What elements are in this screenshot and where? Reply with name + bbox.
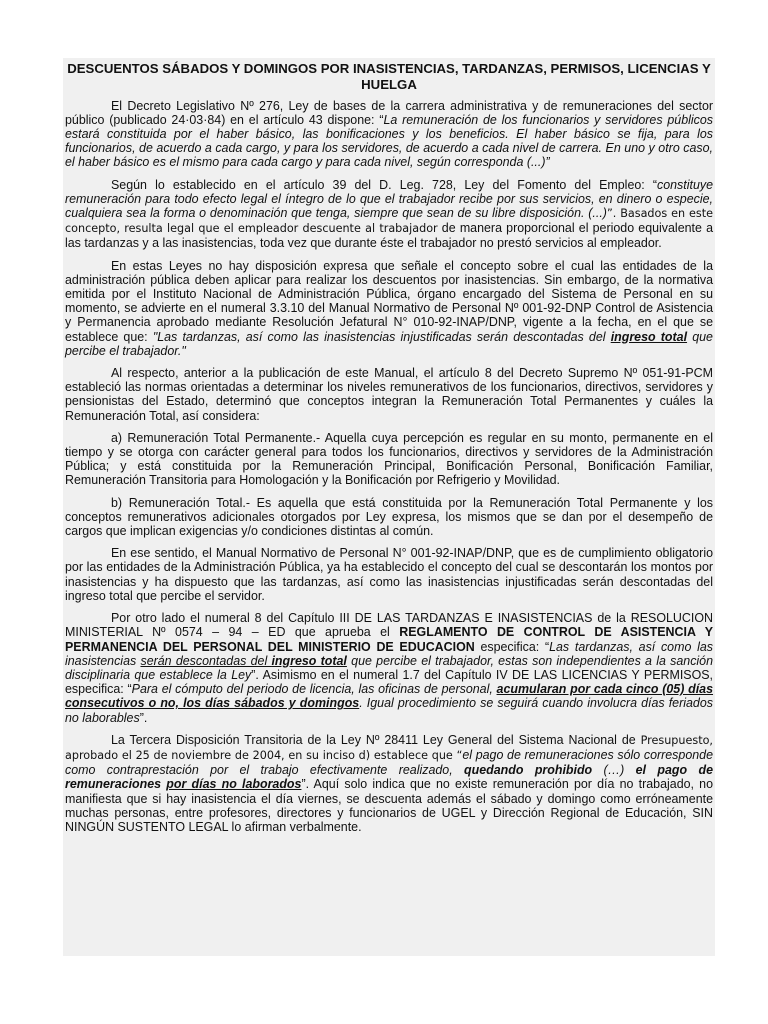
paragraph-ley-28411 — [65, 730, 713, 834]
p9-quedando-prohibido: quedando prohibido — [464, 763, 593, 778]
p3-ingreso-total: ingreso total — [610, 329, 688, 344]
p3-quote-end: que percibe el trabajador." — [65, 329, 713, 358]
p8-quote-underlined: serán descontadas del — [140, 653, 272, 668]
document-page — [63, 58, 715, 956]
p8-quote: Las tardanzas, así como las inasistencias — [65, 639, 713, 668]
paragraph-decreto-276 — [65, 96, 713, 170]
p9-quote: el pago de remuneraciones sólo corresponde como contraprestación por el trabajo efectivamente realizado, — [65, 747, 713, 778]
p8-quote-3: Para el cómputo del periodo de licencia, las oficinas de personal, — [131, 682, 497, 697]
p8-reglamento: REGLAMENTO DE CONTROL DE ASISTENCIA Y PERMANENCIA DEL PERSONAL DEL MINISTERIO DE EDUCACION — [65, 625, 713, 654]
paragraph-remuneracion-permanente: a) Remuneración Total Permanente.- Aquella cuya percepción es regular en su monto, permanente en el tiempo y se otorga con carácter general para todos los funcionarios, directivos y servidores de la Administración Pública; y está constituida por la Remuneración Principal, Bonificación Personal, Bonificación Familiar, Remuneración Transitoria para Homologación y la Bonificación por Refrigerio y Movilidad. — [65, 430, 713, 488]
p9-text-mono: Presupuesto, aprobado el 25 de noviembre de 2004, en su inciso d) establece que “ — [65, 733, 713, 762]
p8-quote-2: que percibe el trabajador, estas son independientes a la sanción disciplinaria que establece la Ley — [65, 653, 714, 682]
p9-text: La Tercera Disposición Transitoria de la Ley Nº 28411 Ley General del Sistema Nacional de — [111, 732, 641, 747]
p3-text: En estas Leyes no hay disposición expresa que señale el concepto sobre el cual las entidades de la administración pública deben aplicar para realizar los descuentos por inasistencias. Sin embargo, de la normativa emitida por el Instituto Nacional de Administración Pública, órgano encargado del Sistema de Personal en su momento, se advierte en el numeral 3.3.10 del Manual Normativo de Personal Nº 001-92-DNP Control de Asistencia y Permanencia aprobado mediante Resolución Jefatural N° 010-92-INAP/DNP, vigente a la fecha, en el que se establece que: — [65, 258, 713, 344]
p8-text-end: ”. — [139, 710, 148, 725]
p8-ingreso-total: ingreso total — [271, 653, 347, 668]
p8-text-2: especifica: “ — [474, 639, 550, 654]
document-title: DESCUENTOS SÁBADOS Y DOMINGOS POR INASISTENCIAS, TARDANZAS, PERMISOS, LICENCIAS Y HUELGA — [67, 61, 711, 92]
p2-text: Según lo establecido en el artículo 39 del D. Leg. 728, Ley del Fomento del Empleo: “ — [111, 177, 657, 192]
p2-quote: constituye remuneración para todo efecto legal el íntegro de lo que el trabajador recibe por sus servicios, en dinero o especie, cualquiera sea la forma o denominación que tenga, siempre que sean de su libre disposición. (...) — [65, 177, 713, 221]
p9-pago: el pago de remuneraciones — [65, 763, 713, 792]
p1-text: El Decreto Legislativo Nº 276, Ley de bases de la carrera administrativa y de remuneraciones del sector público (publicado 24·03·84) en el artículo 43 dispone: “ — [65, 98, 713, 127]
p9-dias-no-laborados: por días no laborados — [166, 777, 302, 792]
p8-acumularan: acumularan por cada cinco (05) días consecutivos o no, los días sábados y domingos — [65, 682, 714, 711]
paragraph-ds-051: Al respecto, anterior a la publicación de este Manual, el artículo 8 del Decreto Supremo Nº 051-91-PCM estableció las normas orientadas a determinar los niveles remunerativos de los funcionarios, directivos, servidores y pensionistas del Estado, determinó que conceptos integran la Remuneración Total Permanentes y cuáles la Remuneración Total, así considera: — [65, 366, 713, 423]
p8-quote-4: . Igual procedimiento se seguirá cuando involucra días feriados no laborables — [65, 696, 713, 725]
p1-quote: La remuneración de los funcionarios y servidores públicos estará constituida por el haber básico, las bonificaciones y los beneficios. El haber básico se fija, para los funcionarios, de acuerdo a cada cargo, y para los servidores, de acuerdo a cada nivel de carrera. En uno y otro caso, el haber básico es el mismo para cada cargo y para cada nivel, según corresponda (...)” — [65, 112, 713, 170]
p2-text-mono: ”. Basados en este concepto, resulta legal que el empleador descuente al trabajador — [65, 207, 713, 236]
paragraph-en-ese-sentido: En ese sentido, el Manual Normativo de Personal N° 001-92-INAP/DNP, que es de cumplimiento obligatorio por las entidades de la Administración Pública, ya ha establecido el concepto del cual se descontarán los montos por inasistencias y ha dispuesto que las tardanzas, así como las inasistencias injustificadas serán descontadas del ingreso total que percibe el servidor. — [65, 546, 713, 603]
p9-ellipsis: (…) — [592, 763, 636, 778]
p8-text-3: ”. Asimismo en el numeral 1.7 del Capítulo IV DE LAS LICENCIAS Y PERMISOS, especifica: “ — [65, 667, 714, 697]
paragraph-remuneracion-total: b) Remuneración Total.- Es aquella que está constituida por la Remuneración Total Permanente y los conceptos remunerativos adicionales otorgados por Ley expresa, los mismos que se dan por el desempeño de cargos que implican exigencias y/o condiciones distintas al común. — [65, 495, 713, 539]
paragraph-manual-normativo — [65, 256, 713, 358]
paragraph-rm-0574 — [65, 608, 713, 725]
p2-text-end: de manera proporcional el periodo equivalente a las tardanzas y a las inasistencias, toda vez que durante éste el trabajador no prestó servicios al empleador. — [65, 221, 713, 251]
p3-quote: "Las tardanzas, así como las inasistencias injustificadas serán descontadas del — [152, 329, 611, 344]
p9-text-end: ”. Aquí solo indica que no existe remuneración por día no trabajado, no manifiesta que si hay inasistencia el día viernes, se descuenta además el sábado y domingo como erróneamente muchas personas, entre profesores, directores y funcionarios de UGEL y Dirección Regional de Educación, SIN NINGÚN SUSTENTO LEGAL lo afirman verbalmente. — [65, 777, 714, 834]
p8-text: Por otro lado el numeral 8 del Capítulo III DE LAS TARDANZAS E INASISTENCIAS de la RESOLUCION MINISTERIAL Nº 0574 – 94 – ED que aprueba el — [65, 611, 713, 640]
paragraph-dleg-728 — [65, 175, 713, 251]
